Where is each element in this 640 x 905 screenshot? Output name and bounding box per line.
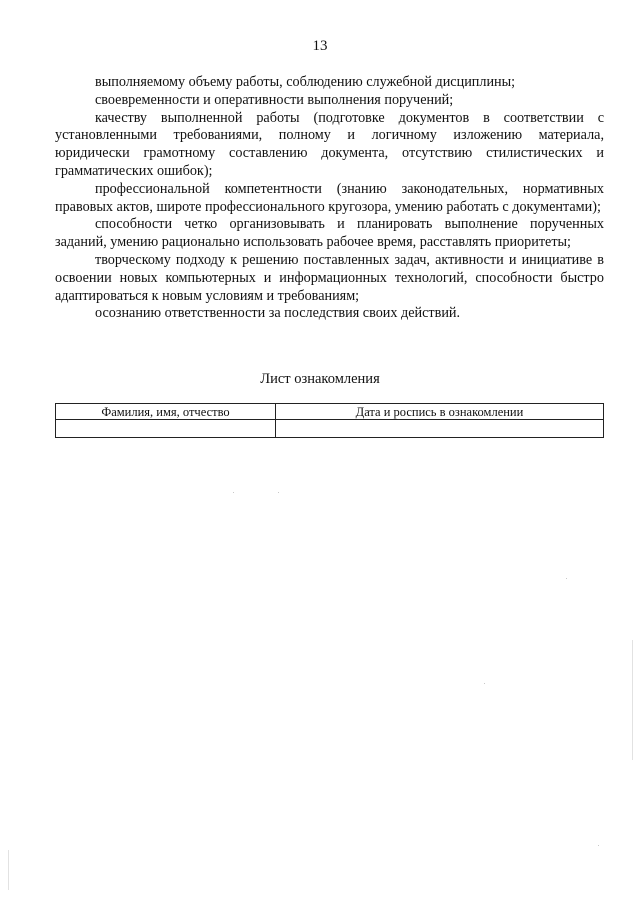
scan-edge-line	[632, 640, 633, 760]
column-header-full-name: Фамилия, имя, отчество	[56, 404, 276, 420]
criteria-paragraph: своевременности и оперативности выполнения поручений;	[95, 91, 454, 108]
date-signature-cell	[276, 420, 604, 438]
ack-section-title: Лист ознакомления	[260, 371, 380, 387]
criteria-paragraph: качеству выполненной работы (подготовке документов в соответствии с установленными требованиями, полному и логичному изложению материала, юридически грамотному составлению документа, отсутствию стилистических и грамматических ошибок);	[55, 109, 604, 179]
column-header-date-signature: Дата и роспись в ознакомлении	[276, 404, 604, 420]
scan-speck	[566, 578, 567, 579]
acknowledgement-table	[55, 403, 604, 438]
criteria-paragraph: творческому подходу к решению поставленных задач, активности и инициативе в освоении новых компьютерных и информационных технологий, способности быстро адаптироваться к новым условиям и требованиям;	[55, 251, 604, 304]
criteria-paragraph: осознанию ответственности за последствия своих действий.	[95, 305, 461, 322]
criteria-paragraph: профессиональной компетентности (знанию законодательных, нормативных правовых актов, широте профессионального кругозора, умению работать с документами);	[55, 180, 604, 215]
scan-speck	[278, 492, 279, 493]
scan-edge-line	[8, 850, 9, 890]
criteria-list	[55, 74, 604, 323]
criteria-paragraph: способности четко организовывать и планировать выполнение порученных заданий, умению рационально использовать рабочее время, расставлять приоритеты;	[55, 216, 604, 251]
table-header-row	[56, 404, 604, 420]
scan-speck	[233, 492, 234, 493]
page-number: 13	[312, 38, 328, 54]
table-row	[56, 420, 604, 438]
scan-speck	[598, 845, 599, 846]
scan-speck	[484, 683, 485, 684]
full-name-cell	[56, 420, 276, 438]
criteria-paragraph: выполняемому объему работы, соблюдению служебной дисциплины;	[95, 74, 516, 90]
